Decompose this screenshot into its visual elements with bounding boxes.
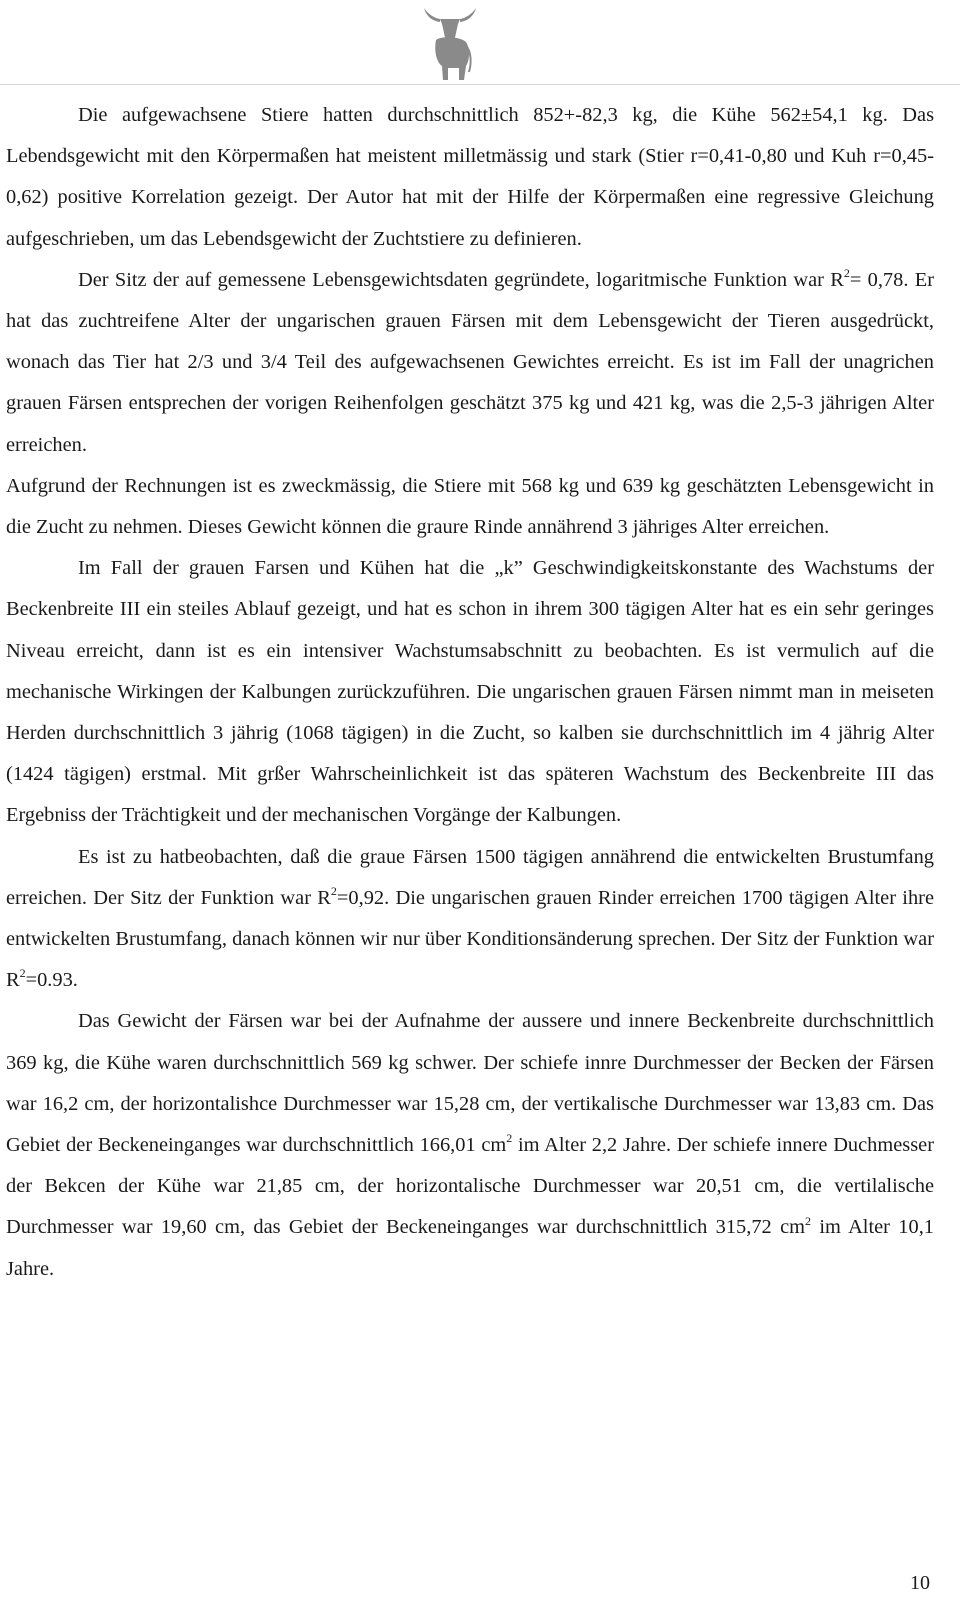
paragraph	[6, 548, 934, 836]
paragraph-text: im Alter 2,2 Jahre. Der schiefe innere Duchmesser der Bekcen der Kühe war 21,85 cm, der horizontalische Durchmesser war 20,51 cm, die vertilalische Durchmesser war 19,60 cm, das Gebiet der Beckeneinganges war durchschnittlich 315,72 cm	[6, 1134, 934, 1239]
paragraph-text: = 0,78. Er hat das zuchtreifene Alter der ungarischen grauen Färsen mit dem Lebensgewicht der Tieren ausgedrückt, wonach das Tier hat 2/3 und 3/4 Teil des aufgewachsenen Gewichtes erreicht. Es ist im Fall der unagrichen grauen Färsen entsprechen der vorigen Reihenfolgen geschätzt 375 kg und 421 kg, was die 2,5-3 jährigen Alter erreichen.	[6, 268, 934, 456]
grey-cattle-logo-icon	[418, 2, 482, 82]
paragraph-text: Das Gewicht der Färsen war bei der Aufnahme der aussere und innere Beckenbreite durchschnittlich 369 kg, die Kühe waren durchschnittlich 569 kg schwer. Der schiefe innre Durchmesser der Becken der Färsen war 16,2 cm, der horizontalishce Durchmesser war 15,28 cm, der vertikalische Durchmesser war 13,83 cm. Das Gebiet der Beckeneinganges war durchschnittlich 166,01 cm	[6, 1010, 934, 1157]
superscript: 2	[330, 884, 337, 899]
paragraph	[6, 466, 934, 548]
superscript: 2	[843, 266, 850, 281]
header-divider	[0, 84, 960, 85]
superscript: 2	[804, 1213, 811, 1228]
paragraph-text: Die aufgewachsene Stiere hatten durchschnittlich 852+-82,3 kg, die Kühe 562±54,1 kg. Das Lebendsgewicht mit den Körpermaßen hat meistent milletmässig und stark (Stier r=0,41-0,80 und Kuh r=0,45-0,62) positive Korrelation gezeigt. Der Autor hat mit der Hilfe der Körpermaßen eine regressive Gleichung aufgeschrieben, um das Lebendsgewicht der Zuchtstiere zu definieren.	[6, 104, 934, 250]
paragraph-text: Der Sitz der auf gemessene Lebensgewichtsdaten gegründete, logaritmische Funktion war R	[78, 268, 844, 291]
body-text	[6, 95, 934, 1290]
paragraph	[6, 837, 934, 1002]
paragraph-text: im Alter 10,1 Jahre.	[6, 1216, 934, 1280]
paragraph	[6, 95, 934, 260]
superscript: 2	[506, 1131, 513, 1146]
paragraph-text: Im Fall der grauen Farsen und Kühen hat die „k” Geschwindigkeitskonstante des Wachstums der Beckenbreite III ein steiles Ablauf gezeigt, und hat es schon in ihrem 300 tägigen Alter hat es ein sehr geringes Niveau erreicht, dann ist es ein intensiver Wachstumsabschnitt zu beobachten. Es ist vermulich auf die mechanische Wirkingen der Kalbungen zurückzuführen. Die ungarischen grauen Färsen nimmt man in meiseten Herden durchschnittlich 3 jährig (1068 tägigen) in die Zucht, so kalben sie durchschnittlich im 4 jährig Alter (1424 tägigen) erstmal. Mit grßer Wahrscheinlichkeit ist das späteren Wachstum des Beckenbreite III das Ergebniss der Trächtigkeit und der mechanischen Vorgänge der Kalbungen.	[6, 557, 934, 827]
paragraph	[6, 260, 934, 466]
paragraph-text: =0.93.	[25, 969, 78, 992]
paragraph-text: =0,92. Die ungarischen grauen Rinder erreichen 1700 tägigen Alter ihre entwickelten Brustumfang, danach können wir nur über Konditionsänderung sprechen. Der Sitz der Funktion war R	[6, 886, 934, 992]
paragraph-text: Aufgrund der Rechnungen ist es zweckmässig, die Stiere mit 568 kg und 639 kg geschätzten Lebensgewicht in die Zucht zu nehmen. Dieses Gewicht können die graure Rinde annährend 3 jähriges Alter erreichen.	[6, 474, 934, 539]
page-number: 10	[910, 1572, 930, 1594]
paragraph	[6, 1001, 934, 1289]
superscript: 2	[19, 966, 26, 981]
paragraph-text: Es ist zu hatbeobachten, daß die graue Färsen 1500 tägigen annährend die entwickelten Brustumfang erreichen. Der Sitz der Funktion war R	[6, 845, 934, 909]
